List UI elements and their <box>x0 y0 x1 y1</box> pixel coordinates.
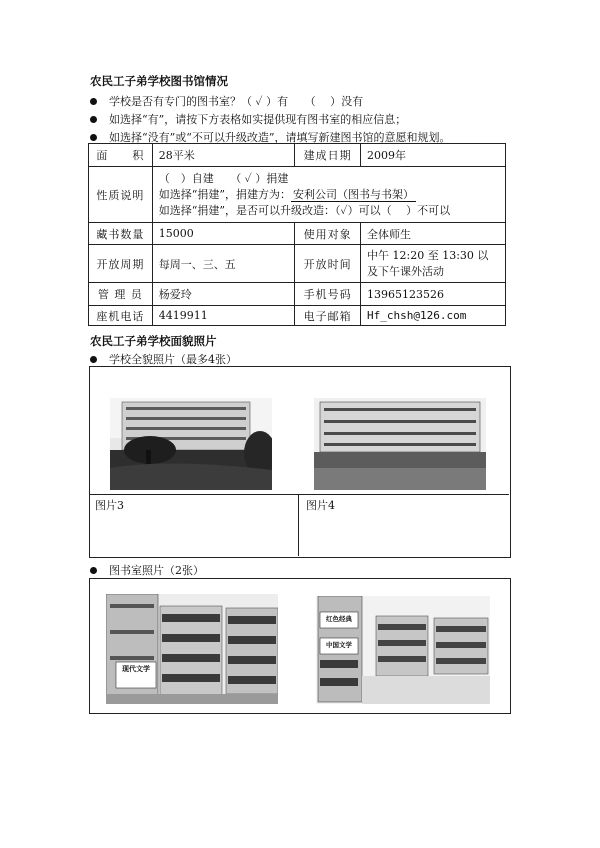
bullet-if-no: 如选择“没有”或“不可以升级改造”，请填写新建图书馆的意愿和规划。 <box>90 129 451 145</box>
school-photo-1 <box>110 398 272 490</box>
table-row <box>89 144 506 167</box>
school-photo-2 <box>314 398 486 490</box>
divider <box>89 494 509 495</box>
bullet-if-yes: 如选择“有”，请按下方表格如实提供现有图书室的相应信息； <box>90 111 406 127</box>
bullet-has-library: 学校是否有专门的图书室？（ ✓ ）有 （ ）没有 <box>90 93 363 109</box>
shelf-sign: 红色经典 <box>326 615 352 623</box>
bullet-dot-icon <box>90 116 97 123</box>
nature-label: 性质说明 <box>89 167 153 223</box>
built-date-label: 建成日期 <box>295 144 361 167</box>
time-value: 中午 12:20 至 13:30 以 及下午课外活动 <box>361 245 506 283</box>
shelf-sign: 现代文学 <box>122 665 150 673</box>
donor-value: 安利公司（图书与书架） <box>293 187 415 201</box>
mobile-label: 手机号码 <box>295 283 361 306</box>
mobile-value: 13965123526 <box>361 283 506 306</box>
library-photo-1 <box>106 594 278 704</box>
table-row <box>89 306 506 326</box>
bullet-dot-icon <box>90 98 97 105</box>
built-date-value: 2009年 <box>361 144 506 167</box>
table-row <box>89 283 506 306</box>
users-value: 全体师生 <box>361 223 506 245</box>
table-row <box>89 167 506 223</box>
nature-value: （ ）自建 （ ✓ ）捐建 如选择“捐建”，捐建方为： 安利公司（图书与书架） 如选择“捐建”，是否可以升级改造：（✓）可以（ ）不可以 <box>152 167 505 223</box>
bullet-dot-icon <box>90 134 97 141</box>
books-value: 15000 <box>152 223 295 245</box>
phone-value: 4419911 <box>152 306 295 326</box>
email-value: Hf_chsh@126.com <box>361 306 506 326</box>
admin-value: 杨爱玲 <box>152 283 295 306</box>
period-value: 每周一、三、五 <box>152 245 295 283</box>
users-label: 使用对象 <box>295 223 361 245</box>
table-row <box>89 245 506 283</box>
bullet-dot-icon <box>90 567 97 574</box>
shelf-sign: 中国文学 <box>326 641 352 649</box>
time-label: 开放时间 <box>295 245 361 283</box>
books-label: 藏书数量 <box>89 223 153 245</box>
library-photo-2 <box>316 596 490 704</box>
period-label: 开放周期 <box>89 245 153 283</box>
library-info-table <box>88 143 506 326</box>
photo4-caption: 图片4 <box>306 499 335 512</box>
library-section-title: 农民工子弟学校图书馆情况 <box>90 74 228 88</box>
bullet-dot-icon <box>90 356 97 363</box>
photos-section-title: 农民工子弟学校面貌照片 <box>90 334 217 348</box>
admin-label: 管 理 员 <box>89 283 153 306</box>
area-label: 面 积 <box>89 144 153 167</box>
area-value: 28平米 <box>152 144 295 167</box>
divider <box>298 494 299 556</box>
phone-label: 座机电话 <box>89 306 153 326</box>
bullet-library-photos: 图书室照片（2张） <box>90 562 204 578</box>
table-row <box>89 223 506 245</box>
photo3-caption: 图片3 <box>95 499 124 512</box>
bullet-school-photos: 学校全貌照片（最多4张） <box>90 351 237 367</box>
email-label: 电子邮箱 <box>295 306 361 326</box>
